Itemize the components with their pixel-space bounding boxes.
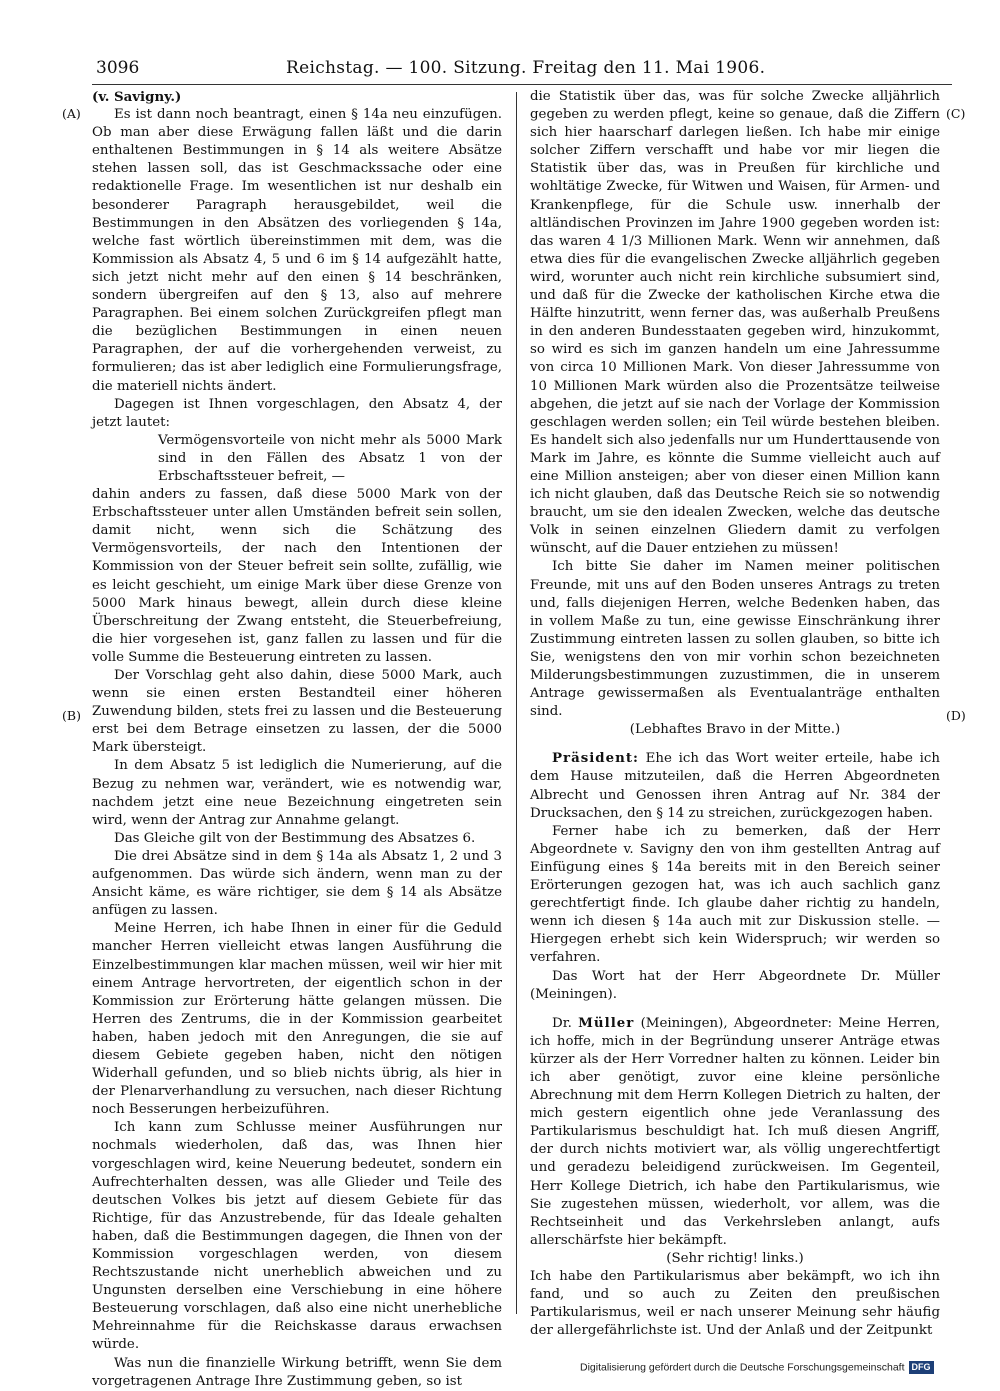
margin-marker-b: (B) [62, 708, 81, 723]
page-header [96, 58, 952, 84]
statement-text: Ehe ich das Wort weiter erteile, habe ich dem Hause mitzuteilen, daß die Herren Abgeordneten Albrecht und Genossen ihren Antrag auf Nr. 384 der Drucksachen, den § 14 zu streichen, zurückgezogen haben. [530, 751, 940, 821]
quoted-clause: Vermögensvorteile von nicht mehr als 5000 Mark sind in den Fällen des Absatz 1 von der Erbschaftssteuer befreit, — [158, 432, 502, 484]
paragraph: Ich kann zum Schlusse meiner Ausführungen nur nochmals wiederholen, daß das, was Ihnen hier vorgeschlagen wird, keine Neuerung bedeutet, sondern ein Aufrechterhalten dessen, was alle Glieder und Teile des deutschen Volkes bis jetzt auf diesem Gebiete für das Richtige, für das Anzustrebende, für das Ideale gehalten haben, daß die Bestimmungen dagegen, die Ihnen von der Kommission vorgeschlagen werden, von diesem Rechtszustande nicht unerheblich abweichen und zu Ungunsten derselben eine Verschiebung in eine höhere Besteuerung vorschlagen, daß also eine nicht unerhebliche Mehreinnahme für die Reichskasse daraus erwachsen würde. [92, 1120, 502, 1353]
paragraph: Was nun die finanzielle Wirkung betrifft, wenn Sie dem vorgetragenen Antrage Ihre Zustimmung geben, so ist [92, 1355, 502, 1389]
footer-text: Digitalisierung gefördert durch die Deutsche Forschungsgemeinschaft [580, 1361, 905, 1374]
president-statement [530, 749, 940, 822]
paragraph: Ich bitte Sie daher im Namen meiner politischen Freunde, mit uns auf den Boden unseres Antrags zu treten und, falls diejenigen Herren, welche Bedenken haben, das in vollem Maße zu tun, eine gewisse Einschränkung ihrer Zustimmung eintreten lassen zu sollen glauben, so bitte ich Sie, wenigstens den von mir vorhin schon bezeichneten Milderungsbestimmungen zuzustimmen, die in unserem Antrage gewissermaßen als Eventualanträge enthalten sind. [530, 559, 940, 720]
paragraph: die Statistik über das, was für solche Zwecke alljährlich gegeben zu werden pflegt, keine so genaue, daß die Ziffern sich hier haarscharf darlegen ließen. Ich habe mir einige solcher Ziffern verschafft und habe vor mir liegen die Statistik über das, was in Preußen für kirchliche und wohltätige Zwecke, für Witwen und Waisen, für Armen- und Krankenpflege, für die Schule usw. innerhalb der altländischen Provinzen im Jahre 1900 gegeben worden ist: das waren 4 1/3 Millionen Mark. Wenn wir annehmen, daß etwa dies für die evangelischen Zwecke alljährlich gegeben wird, worunter auch nicht rein kirchliche subsumiert sind, und daß für die Zwecke der katholischen Kirche etwa die Hälfte hinzutritt, wenn ferner das, was außerhalb Preußens in den anderen Bundesstaaten gegeben wird, hinzukommt, so wird es sich im ganzen handeln um eine Jahressumme von circa 10 Millionen Mark. Von dieser Jahressumme von 10 Millionen Mark würden also die Prozentsätze teilweise abgehen, die jetzt auf sie nach der Vorlage der Kommission geschlagen werden sollen; ein Teil würde bestehen bleiben. Es handelt sich also jedenfalls nur um Hunderttausende von Mark im Jahre, es könnte die Summe vielleicht auch auf eine Million ansteigen; aber von dieser einen Million kann ich nicht glauben, daß das Deutsche Reich sie so notwendig braucht, um sie den idealen Zwecken, welche das deutsche Volk in seinen einzelnen Gliedern damit zu verfolgen wünscht, auf die Dauer entziehen zu müssen! [530, 89, 940, 557]
left-column [92, 88, 502, 1391]
right-column [530, 88, 940, 1340]
reaction-note: (Sehr richtig! links.) [666, 1250, 804, 1266]
speech-start [530, 1014, 940, 1250]
paragraph: dahin anders zu fassen, daß diese 5000 Mark von der Erbschaftssteuer unter allen Umständen befreit sein sollen, damit nicht, wenn sich die Schätzung des Vermögensvorteils, der nach den Intentionen der Kommission von der Steuer befreit sein sollte, zufällig, wie es leicht geschieht, um einige Mark über diese Grenze von 5000 Mark hinaus bewegt, allein durch diese kleine Überschreitung der Zwang entsteht, die Steuerbefreiung, die hier vorgesehen ist, ganz fallen zu lassen und für die volle Summe die Besteuerung eintreten zu lassen. [92, 487, 502, 665]
paragraph: Die drei Absätze sind in dem § 14a als Absatz 1, 2 und 3 aufgenommen. Das würde sich ändern, wenn man zu der Ansicht käme, es wäre richtiger, sie dem § 14 als Absätze anfügen zu lassen. [92, 848, 502, 919]
paragraph: Ferner habe ich zu bemerken, daß der Herr Abgeordnete v. Savigny den von ihm gestellten Antrag auf Einfügung eines § 14a bereits mit in den Bereich seiner Erörterungen gezogen hat, was ich auch sachlich ganz gerechtfertigt finde. Ich glaube daher richtig zu handeln, wenn ich diesen § 14a auch mit zur Diskussion stelle. — Hiergegen erhebt sich kein Widerspruch; wir werden so verfahren. [530, 823, 940, 966]
speaker-label: Präsident: [552, 750, 639, 767]
margin-marker-c: (C) [946, 106, 966, 121]
paragraph: In dem Absatz 5 ist lediglich die Numerierung, auf die Bezug zu nehmen war, verändert, wie es notwendig war, nachdem jetzt eine neue Bezeichnung eingetreten sein wird, wenn der Antrag zur Annahme gelangt. [92, 758, 502, 828]
running-title: Reichstag. — 100. Sitzung. Freitag den 11. Mai 1906. [286, 58, 766, 78]
speaker-name: Müller [578, 1014, 635, 1031]
funding-footer [580, 1361, 990, 1379]
header-rule [92, 84, 952, 85]
page-number: 3096 [96, 58, 140, 78]
speech-text: (Meiningen), Abgeordneter: Meine Herren, ich hoffe, mich in der Begründung unserer Anträge etwas kürzer als der Herr Vorredner halten zu können. Leider bin ich aber genötigt, zuvor eine kleine persönliche Abrechnung mit dem Herrn Kollegen Dietrich zu halten, der mich gestern eigentlich ohne jede Veranlassung des Partikularismus beschuldigt hat. Ich muß diesen Angriff, der durch nichts motiviert war, als völlig ungerechtfertigt und geradezu beleidigend zurückweisen. Im Gegenteil, Herr Kollege Dietrich, ich habe den Partikularismus, wie Sie zugestehen müssen, wiederholt, vor allem, was die Rechtseinheit und das Verkehrsleben anlangt, aufs allerschärfste hier bekämpft. [530, 1015, 940, 1248]
paragraph: Der Vorschlag geht also dahin, diese 5000 Mark, auch wenn sie einen ersten Bestandteil einer höheren Zuwendung bilden, stets frei zu lassen und die Besteuerung erst bei dem Betrage einsetzen zu lassen, der die 5000 Mark übersteigt. [92, 668, 502, 756]
paragraph: Das Wort hat der Herr Abgeordnete Dr. Müller (Meiningen). [530, 968, 940, 1002]
paragraph: Es ist dann noch beantragt, einen § 14a neu einzufügen. Ob man aber diese Erwägung fallen läßt und die darin enthaltenen Bestimmungen in § 14 als weitere Absätze stehen lassen soll, das ist Geschmackssache oder eine redaktionelle Frage. Im wesentlichen ist nur deshalb ein besonderer Paragraph herausgebildet, weil die Bestimmungen in den Absätzen des vorliegenden § 14a, welche fast wörtlich übereinstimmen mit dem, was die Kommission als Absatz 4, 5 und 6 im § 14 aufgezählt hatte, sich jetzt nicht mehr auf den einen § 14 beschränken, sondern übergreifen auf den § 13, also auf mehrere Paragraphen. Bei einem solchen Zurückgreifen pflegt man die bezüglichen Bestimmungen in einen neuen Paragraphen, der auf die vorhergehenden verweist, zu formulieren; das ist aber lediglich eine Formulierungsfrage, die materiell nichts ändert. [92, 107, 502, 394]
dfg-logo: DFG [909, 1361, 934, 1374]
paragraph: Meine Herren, ich habe Ihnen in einer für die Geduld mancher Herren vielleicht etwas langen Ausführung die Einzelbestimmungen klar machen müssen, weil wir hier mit einem Antrage hervortreten, der eigentlich schon in der Kommission zur Erörterung hätte gelangen müssen. Die Herren des Zentrums, die in der Kommission gearbeitet haben, haben jedoch mit den Anregungen, die sie auf diesem Gebiete gegeben haben, nicht den nötigen Widerhall gefunden, und so blieb nichts übrig, als hier in der Plenarverhandlung zu versuchen, nach dieser Richtung noch Besserungen herbeizuführen. [92, 921, 502, 1118]
speaker-heading: (v. Savigny.) [92, 89, 182, 105]
paragraph: Dagegen ist Ihnen vorgeschlagen, den Absatz 4, der jetzt lautet: [92, 396, 502, 430]
reaction-note: (Lebhaftes Bravo in der Mitte.) [629, 722, 841, 738]
paragraph: Das Gleiche gilt von der Bestimmung des Absatzes 6. [114, 830, 476, 846]
margin-marker-d: (D) [946, 708, 966, 723]
margin-marker-a: (A) [62, 106, 81, 121]
speaker-title: Dr. [552, 1015, 572, 1031]
column-separator [516, 92, 517, 1314]
paragraph: Ich habe den Partikularismus aber bekämpft, wo ich ihn fand, und so auch zu Zeiten den preußischen Partikularismus, weil er nach unserer Meinung sehr häufig der allergefährlichste ist. Und der Anlaß und der Zeitpunkt [530, 1269, 940, 1339]
